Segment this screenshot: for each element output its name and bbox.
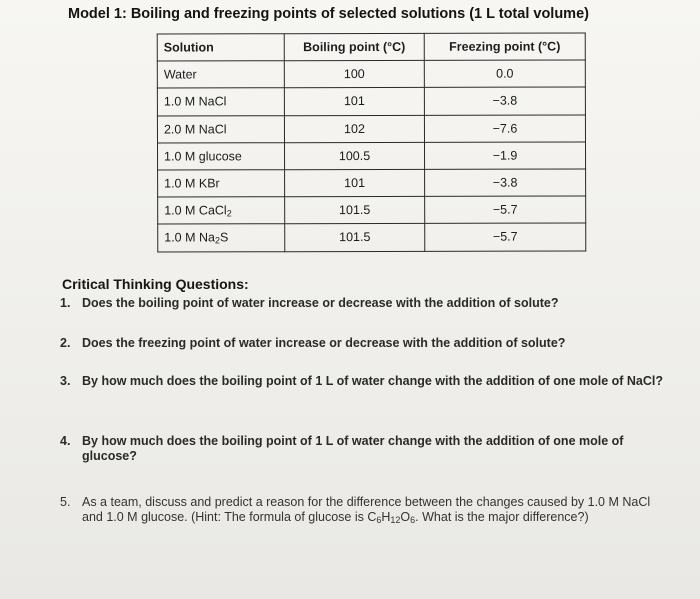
table-row xyxy=(158,169,586,197)
formula-text: S xyxy=(219,230,229,245)
cell-freezing: −5.7 xyxy=(425,196,586,224)
cell-solution: Water xyxy=(157,61,284,89)
formula-subscript: 2 xyxy=(214,235,221,246)
table-row xyxy=(158,142,586,170)
header-boiling-point: Boiling point (°C) xyxy=(284,33,424,61)
cell-solution: 1.0 M NaCl xyxy=(157,88,284,116)
data-table xyxy=(157,32,587,252)
cell-freezing: −7.6 xyxy=(424,115,585,143)
question-4 xyxy=(60,434,690,464)
cell-freezing: −3.8 xyxy=(425,169,586,197)
page-title: Model 1: Boiling and freezing points of selected solutions (1 L total volume) xyxy=(68,6,589,22)
question-number: 3. xyxy=(60,374,71,388)
question-text-part: As a team, discuss and predict a reason for the difference between the changes caused by 1.0 M NaCl and 1.0 M glucose. (Hint: The formula of glucose is C xyxy=(82,495,651,524)
table-row xyxy=(157,115,585,143)
table-row xyxy=(157,87,585,115)
formula-text: 1.0 M Na xyxy=(164,230,215,245)
formula-text: H xyxy=(381,510,391,524)
formula-subscript: 12 xyxy=(390,515,401,525)
formula-text: O xyxy=(400,510,411,524)
question-number: 1. xyxy=(60,296,71,310)
question-text: Does the freezing point of water increase or decrease with the addition of solute? xyxy=(82,336,566,350)
question-3 xyxy=(60,374,690,389)
cell-solution xyxy=(158,197,285,225)
cell-boiling: 100.5 xyxy=(285,142,425,170)
header-solution: Solution xyxy=(157,34,284,62)
cell-boiling: 101 xyxy=(284,88,424,116)
question-text-part: . What is the major difference?) xyxy=(415,510,589,524)
cell-solution xyxy=(158,224,285,252)
question-number: 4. xyxy=(60,434,71,448)
question-text: Does the boiling point of water increase or decrease with the addition of solute? xyxy=(82,296,559,310)
cell-boiling: 102 xyxy=(284,115,424,143)
question-number: 2. xyxy=(60,336,71,350)
question-5 xyxy=(60,495,690,528)
table-header-row xyxy=(157,33,585,61)
cell-boiling: 100 xyxy=(284,61,424,89)
formula-text: 1.0 M CaCl xyxy=(164,203,227,218)
cell-solution: 2.0 M NaCl xyxy=(157,115,284,143)
formula-subscript: 6 xyxy=(376,515,382,525)
table-row xyxy=(158,196,586,224)
question-1 xyxy=(60,296,690,311)
questions-heading: Critical Thinking Questions: xyxy=(62,276,249,292)
table-row xyxy=(157,60,585,88)
cell-solution: 1.0 M KBr xyxy=(158,170,285,198)
formula-subscript: 2 xyxy=(226,208,232,219)
cell-freezing: −5.7 xyxy=(425,223,586,251)
question-2 xyxy=(60,336,690,351)
cell-boiling: 101 xyxy=(285,169,425,197)
cell-boiling: 101.5 xyxy=(285,224,425,252)
cell-freezing: 0.0 xyxy=(424,60,585,88)
question-text: By how much does the boiling point of 1 L of water change with the addition of one mole of glucose? xyxy=(82,434,624,463)
table-row xyxy=(158,223,586,251)
cell-solution: 1.0 M glucose xyxy=(158,142,285,170)
cell-boiling: 101.5 xyxy=(285,196,425,224)
formula-subscript: 6 xyxy=(410,515,416,525)
question-text xyxy=(82,495,672,528)
header-freezing-point: Freezing point (°C) xyxy=(424,33,585,61)
cell-freezing: −1.9 xyxy=(424,142,585,170)
cell-freezing: −3.8 xyxy=(424,87,585,115)
question-number: 5. xyxy=(60,495,71,509)
question-text: By how much does the boiling point of 1 L of water change with the addition of one mole of NaCl? xyxy=(82,374,664,388)
